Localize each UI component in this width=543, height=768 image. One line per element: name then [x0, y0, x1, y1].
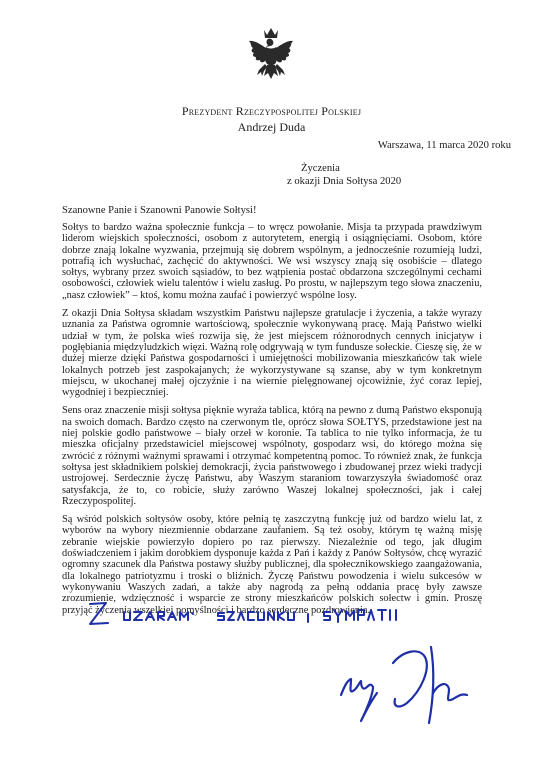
handwritten-closing-note-icon	[86, 598, 416, 632]
paragraph: Z okazji Dnia Sołtysa składam wszystkim Państwu najlepsze gratulacje i życzenia, a także wyrazy uznania za Państwa ogromnie wartościową, społecznie wykonywaną pracę. Mają Państwo wielki udział w tym, że polska wieś rozwija się, że jest miejscem różnorodnych cennych inicjatyw i pogłębiania międzyludzkich więzi. Ważną rolę odgrywają w tym fundusze sołeckie. Cieszę się, że w dużej mierze dzięki Państwa gospodarności i umiejętności mobilizowania mieszkańców tak wiele lokalnych potrzeb jest zaspokajanych; że wykorzystywane są szanse, aby w tym konkretnym miejscu, w ukochanej małej ojczyźnie i na wiernie pielęgnowanej ojcowiźnie, żyć coraz lepiej, wygodniej i bezpieczniej.	[62, 308, 482, 399]
letter-date: Warszawa, 11 marca 2020 roku	[377, 140, 511, 151]
paragraph: Sens oraz znaczenie misji sołtysa pięknie wyraża tablica, którą na pewno z dumą Państwo eksponują na swoich domach. Bardzo często na czerwonym tle, oprócz słowa SOŁTYS, przedstawione jest na niej polskie godło państwowe – biały orzeł w koronie. Ta tablica to nie tylko informacja, że tu mieszka oficjalny przedstawiciel miejscowej wspólnoty, gospodarz wsi, do którego można się zwrócić z różnymi ważnymi sprawami i otrzymać kompetentną pomoc. To również znak, że funkcja sołtysa jest składnikiem polskiej demokracji, życia państwowego i zbudowanej przez wieki tradycji ustrojowej. Serdecznie życzę Państwu, aby Waszym staraniom towarzyszyła świadomość oraz satysfakcja, że to, co robicie, służy zarówno Waszej lokalnej społeczności, jak i całej Rzeczypospolitej.	[62, 405, 482, 507]
subject-line-1: Życzenia	[301, 163, 340, 174]
paragraph: Są wśród polskich sołtysów osoby, które pełnią tę zaszczytną funkcję już od bardzo wielu lat, z wyborów na wybory niezmiennie obdarzane zaufaniem. Są też osoby, którym tę ważną misję zebranie wiejskie powierzyło dopiero po raz pierwszy. Niezależnie od tego, jak długim doświadczeniem i jakim dorobkiem dysponuje każda z Pań i każdy z Panów Sołtysów, chcę wyrazić ogromny szacunek dla Państwa postawy służby publicznej, dla społecznikowskiego zaangażowania, dla lokalnego patriotyzmu i troski o bliźnich. Życzę Państwu powodzenia i wielu sukcesów w wykonywaniu Waszych zadań, a także aby nagrodą za pełną oddania pracę były zawsze zrozumienie, wdzięczność i wsparcie ze strony mieszkańców polskich sołectw i gmin. Proszę przyjąć życzenia wszelkiej pomyślności i bardzo serdeczne pozdrowienia.	[62, 514, 482, 616]
letter-body	[62, 222, 482, 623]
letter-subject	[287, 162, 401, 188]
letter-header	[0, 104, 543, 135]
handwritten-signature-icon	[335, 643, 483, 728]
polish-eagle-emblem-icon	[246, 26, 296, 90]
subject-line-2: z okazji Dnia Sołtysa 2020	[287, 176, 402, 187]
paragraph: Sołtys to bardzo ważna społecznie funkcja – to wręcz powołanie. Misja ta przypada prawdziwym liderom wiejskich społeczności, osobom z autorytetem, energią i osiągnięciami. Osobom, które dobrze znają lokalne wyzwania, przejmują się dobrem wspólnym, a jednocześnie rozumieją ludzi, potrafią ich wysłuchać, zachęcić do aktywności. We wsi wszyscy znają się osobiście – dlatego sołtys, wybrany przez swoich sąsiadów, to bez wątpienia postać obdarzona szczególnymi cechami osobowości, człowiek wielu talentów i wielu zasług. Po prostu, w najlepszym tego słowa znaczeniu, „nasz człowiek” – ktoś, komu można zaufać i powierzyć wspólne losy.	[62, 222, 482, 301]
letter-greeting: Szanowne Panie i Szanowni Panowie Sołtysi!	[62, 205, 257, 216]
office-title: Prezydent Rzeczypospolitej Polskiej	[181, 104, 362, 118]
sender-name: Andrzej Duda	[237, 120, 306, 134]
